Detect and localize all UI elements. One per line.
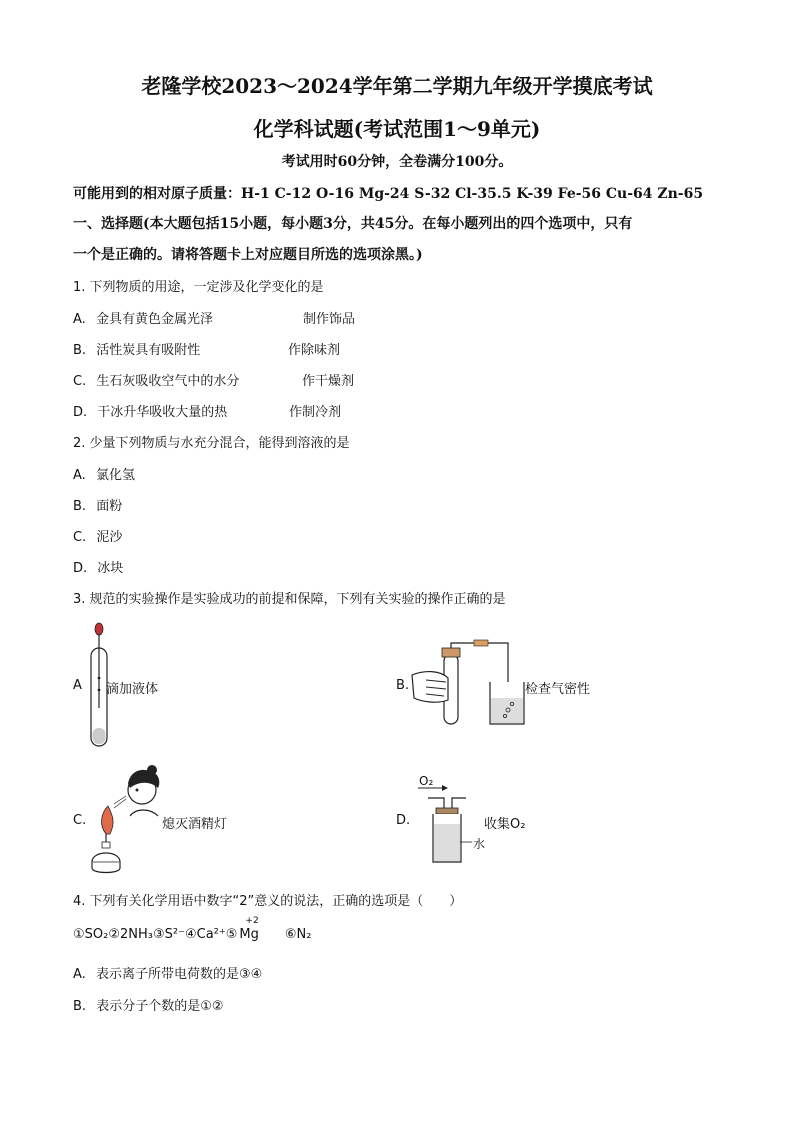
question-2-stem: 2. 少量下列物质与水充分混合，能得到溶液的是	[73, 436, 350, 451]
option-text: 干冰升华吸收大量的热	[97, 405, 228, 420]
q3-option-c-text: 熄灭酒精灯	[162, 817, 228, 832]
option-letter: B.	[73, 999, 87, 1014]
option-text: 金具有黄色金属光泽	[95, 312, 213, 327]
q4-symbols	[73, 916, 312, 942]
q3-option-a-text: 滴加液体	[106, 682, 159, 697]
exam-title: 老隆学校2023～2024学年第二学期九年级开学摸底考试	[141, 74, 653, 98]
water-label: 水	[473, 837, 486, 851]
q3-option-c-letter[interactable]: C.	[73, 813, 87, 828]
q3-option-d-text: 收集O₂	[484, 817, 526, 832]
q1-option-d-use: 作制冷剂	[289, 405, 342, 420]
symbols-part1: ①SO₂②2NH₃③S²⁻④Ca²⁺⑤	[73, 927, 238, 942]
mg-symbol: Mg	[239, 927, 259, 942]
option-letter: B.	[73, 343, 87, 358]
option-text: 表示离子所带电荷数的是③④	[95, 967, 263, 982]
q2-option-a[interactable]	[73, 464, 135, 483]
option-text: 冰块	[97, 561, 124, 576]
q1-option-d[interactable]	[73, 401, 227, 420]
q2-option-b[interactable]	[73, 495, 122, 514]
section-instruction-line1: 一、选择题(本大题包括15小题，每小题3分，共45分。在每小题列出的四个选项中，只有	[73, 216, 633, 232]
question-1-stem: 1. 下列物质的用途，一定涉及化学变化的是	[73, 280, 324, 295]
q2-option-d[interactable]	[73, 557, 123, 576]
q4-option-a[interactable]	[73, 963, 262, 982]
gas-collection-figure	[416, 786, 486, 866]
question-3-stem: 3. 规范的实验操作是实验成功的前提和保障，下列有关实验的操作正确的是	[73, 592, 506, 607]
airtightness-figure	[412, 640, 527, 730]
q2-option-c[interactable]	[73, 526, 122, 545]
option-letter: A.	[73, 967, 86, 982]
option-text: 氯化氢	[95, 468, 135, 483]
option-text: 生石灰吸收空气中的水分	[96, 374, 240, 389]
alcohol-lamp-figure	[84, 764, 164, 876]
option-letter: D.	[73, 405, 88, 420]
q1-option-a-use: 制作饰品	[303, 312, 356, 327]
option-letter: B.	[73, 499, 87, 514]
option-text: 表示分子个数的是①②	[96, 999, 224, 1014]
q3-option-d-letter[interactable]: D.	[396, 813, 411, 828]
q1-option-c[interactable]	[73, 370, 239, 389]
option-letter: D.	[73, 561, 88, 576]
q4-option-b[interactable]	[73, 995, 224, 1014]
option-text: 面粉	[96, 499, 123, 514]
q1-option-c-use: 作干燥剂	[302, 374, 355, 389]
option-letter: C.	[73, 530, 87, 545]
q3-option-b-text: 检查气密性	[525, 682, 591, 697]
q1-option-b-use: 作除味剂	[288, 343, 341, 358]
section-instruction-line2: 一个是正确的。请将答题卡上对应题目所选的选项涂黑。)	[73, 247, 423, 263]
option-letter: C.	[73, 374, 87, 389]
q3-option-b-letter[interactable]: B.	[396, 678, 410, 693]
question-4-stem: 4. 下列有关化学用语中数字“2”意义的说法，正确的选项是（ ）	[73, 894, 463, 909]
symbols-part2: ⑥N₂	[284, 927, 312, 942]
atomic-mass-line: 可能用到的相对原子质量：H-1 C-12 O-16 Mg-24 S-32 Cl-35.5 K-39 Fe-56 Cu-64 Zn-65	[73, 186, 704, 202]
q1-option-b[interactable]	[73, 339, 200, 358]
o2-inlet-label: O₂	[419, 774, 434, 788]
mg-valence: +2	[245, 916, 259, 926]
q1-option-a[interactable]	[73, 308, 213, 327]
option-text: 泥沙	[96, 530, 123, 545]
exam-subtitle: 化学科试题(考试范围1～9单元)	[253, 117, 541, 141]
option-letter: A.	[73, 468, 86, 483]
mg-with-valence	[239, 916, 259, 942]
option-letter: A.	[73, 312, 86, 327]
q3-option-a-letter[interactable]: A	[73, 678, 82, 693]
option-text: 活性炭具有吸附性	[96, 343, 201, 358]
time-note: 考试用时60分钟，全卷满分100分。	[281, 154, 513, 170]
